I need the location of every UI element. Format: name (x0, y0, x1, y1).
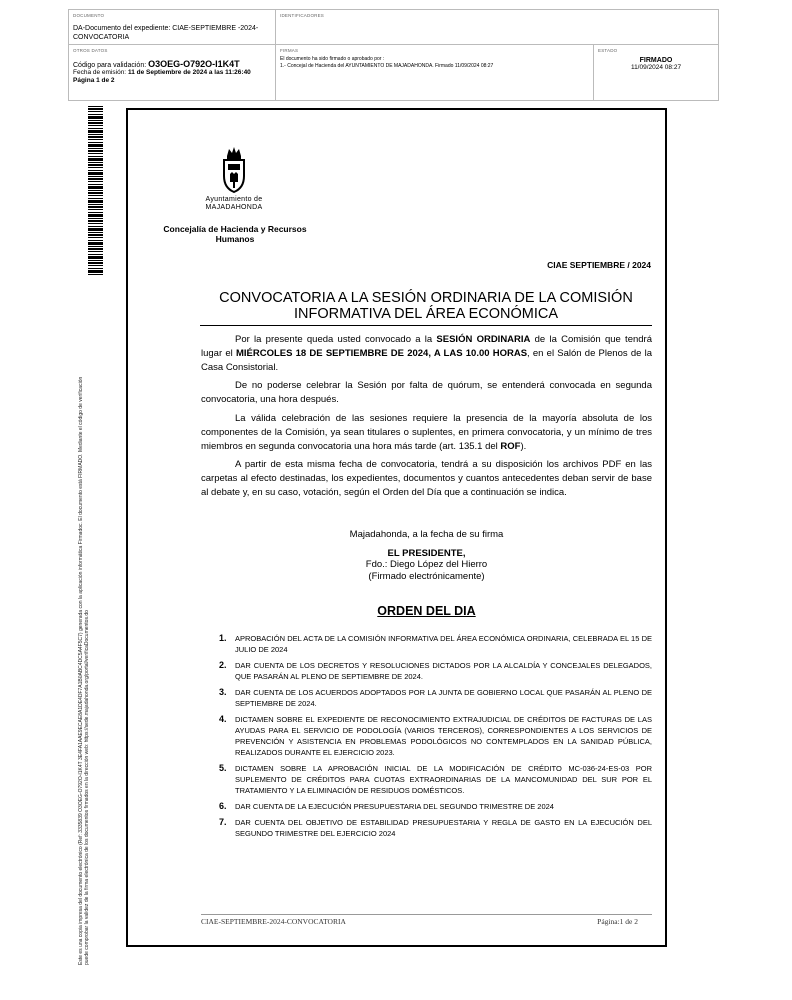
barcode-image (88, 106, 103, 276)
list-item: 5. DICTAMEN SOBRE LA APROBACIÓN INICIAL DE LA MODIFICACIÓN DE CRÉDITO MC-036-24-ES-03 POR SUPLEMENTO DE CRÉDITOS PARA CUOTAS EXTRAORDINARIAS DE LA MANCOMUNIDAD DEL SUR POR EL TRATAMIENTO Y LA ELIMINACIÓN DE RESIDUOS DOMÉSTICOS. (219, 763, 652, 795)
fecha-value: 11 de Septiembre de 2024 a las 11:26:40 (127, 69, 251, 76)
signature-name: Fdo.: Diego López del Hierro (365, 559, 488, 570)
fecha-line (73, 69, 271, 77)
agenda-list (205, 633, 652, 844)
estado-value: FIRMADO (639, 57, 673, 64)
signature-role: EL PRESIDENTE, (387, 547, 466, 559)
documento-cell (69, 10, 276, 45)
list-item: 7. DAR CUENTA DEL OBJETIVO DE ESTABILIDAD PRESUPUESTARIA Y REGLA DE GASTO EN LA EJECUCIÓN DEL SEGUNDO TRIMESTRE DEL EJERCICIO 2024 (219, 817, 652, 838)
footer-doc-id: CIAE-SEPTIEMBRE-2024-CONVOCATORIA (201, 917, 346, 926)
convocation-body (201, 333, 652, 505)
session-reference: CIAE SEPTIEMBRE / 2024 (547, 260, 651, 270)
list-item: 3. DAR CUENTA DE LOS ACUERDOS ADOPTADOS POR LA JUNTA DE GOBIERNO LOCAL QUE PASARÁN AL PLENO DE SEPTIEMBRE DE 2024. (219, 687, 652, 708)
identificadores-cell (276, 10, 718, 45)
firmas-line-1: El documento ha sido firmado o aprobado por : (280, 56, 385, 62)
otros-datos-label: OTROS DATOS (73, 48, 108, 53)
fecha-label: Fecha de emisión: (73, 69, 127, 76)
paragraph-2: De no poderse celebrar la Sesión por falta de quórum, se entenderá convocada en segunda convocatoria, una hora después. (201, 380, 652, 406)
estado-cell (594, 45, 718, 101)
footer-page-number: Página:1 de 2 (597, 917, 638, 926)
department-name: Concejalía de Hacienda y Recursos Humanos (163, 224, 307, 244)
verification-side-text: Este es una copia impresa del documento electrónico (Ref: 3335839 O3OEG-O792O-I1K4T 3E4FA1AAE9ECAE8A1DE4DF7A1B0ABC4DC5A4F5C7) generada con la aplicación informática Firmadoc. El documento está FIRMADO. Mediante el código de verificación puede comprobar la validez de la firma electrónica de los documentos firmados en la dirección web: https://sede.majadahonda.org/portal/verificaDocumentos.do (78, 376, 90, 965)
signature-note: (Firmado electrónicamente) (368, 570, 485, 582)
logo-text: Ayuntamiento de MAJADAHONDA (205, 196, 263, 211)
document-title: CONVOCATORIA A LA SESIÓN ORDINARIA DE LA COMISIÓN INFORMATIVA DEL ÁREA ECONÓMICA (200, 290, 652, 326)
firmas-line-2: 1.- Concejal de Hacienda del AYUNTAMIENTO DE MAJADAHONDA. Firmado 11/09/2024 08:27 (280, 62, 494, 69)
page-count: Página 1 de 2 (73, 77, 115, 84)
crest-icon (219, 146, 249, 194)
documento-label: DOCUMENTO (73, 13, 105, 18)
codigo-value: O3OEG-O792O-I1K4T (148, 59, 240, 69)
documento-value: DA-Documento del expediente: CIAE-SEPTIEMBRE -2024-CONVOCATORIA (73, 25, 259, 41)
paragraph-4: A partir de esta misma fecha de convocatoria, tendrá a su disposición los archivos PDF en las carpetas al efecto destinadas, los expedientes, documentos y cuantos antecedentes deban servir de base al debate y, en su caso, votación, según el Orden del Día que a continuación se indica. (201, 459, 652, 498)
firmas-cell (276, 45, 594, 101)
agenda-title: ORDEN DEL DIA (377, 604, 476, 618)
paragraph-3: La válida celebración de las sesiones requiere la presencia de la mayoría absoluta de los componentes de la Comisión, ya sean titulares o suplentes, en primera convocatoria, y un mínimo de tres miembros en segunda convocatoria una hora más tarde (art. 135.1 del ROF). (201, 412, 652, 452)
list-item: 6. DAR CUENTA DE LA EJECUCIÓN PRESUPUESTARIA DEL SEGUNDO TRIMESTRE DE 2024 (219, 801, 554, 811)
signature-block (201, 529, 652, 582)
town-logo (204, 146, 264, 212)
otros-datos-cell (69, 45, 276, 101)
firmas-label: FIRMAS (280, 48, 299, 53)
identificadores-label: IDENTIFICADORES (280, 13, 325, 18)
codigo-label: Código para validación: (73, 62, 147, 69)
list-item: 4. DICTAMEN SOBRE EL EXPEDIENTE DE RECONOCIMIENTO EXTRAJUDICIAL DE CRÉDITOS DE FACTURAS DE LAS AYUDAS PARA EL SERVICIO DE PODOLOGÍA (VARIOS TERCEROS), CORRESPONDIENTES A LOS SERVICIOS DE PREVENCIÓN Y ASISTENCIA EN PROBLEMAS PODOLÓGICOS NO CONTEMPLADOS EN LA SANIDAD PÚBLICA, REALIZADOS DURANTE EL EJERCICIO 2023. (219, 714, 652, 757)
page-footer (201, 914, 652, 926)
list-item: 2. DAR CUENTA DE LOS DECRETOS Y RESOLUCIONES DICTADOS POR LA ALCALDÍA Y CONCEJALES DELEGADOS, QUE PASARÁN AL PLENO DE SEPTIEMBRE DE 2024. (219, 660, 652, 681)
estado-label: ESTADO (598, 48, 618, 53)
codigo-line (73, 59, 271, 69)
signature-place: Majadahonda, a la fecha de su firma (349, 529, 504, 540)
document-header (68, 9, 719, 101)
estado-date: 11/09/2024 08:27 (630, 64, 682, 71)
paragraph-1: Por la presente queda usted convocado a la SESIÓN ORDINARIA de la Comisión que tendrá lugar el MIÉRCOLES 18 DE SEPTIEMBRE DE 2024, A LAS 10.00 HORAS, en el Salón de Plenos de la Casa Consistorial. (201, 334, 652, 373)
list-item: 1. APROBACIÓN DEL ACTA DE LA COMISIÓN INFORMATIVA DEL ÁREA ECONÓMICA ORDINARIA, CELEBRADA EL 15 DE JULIO DE 2024 (219, 633, 652, 654)
